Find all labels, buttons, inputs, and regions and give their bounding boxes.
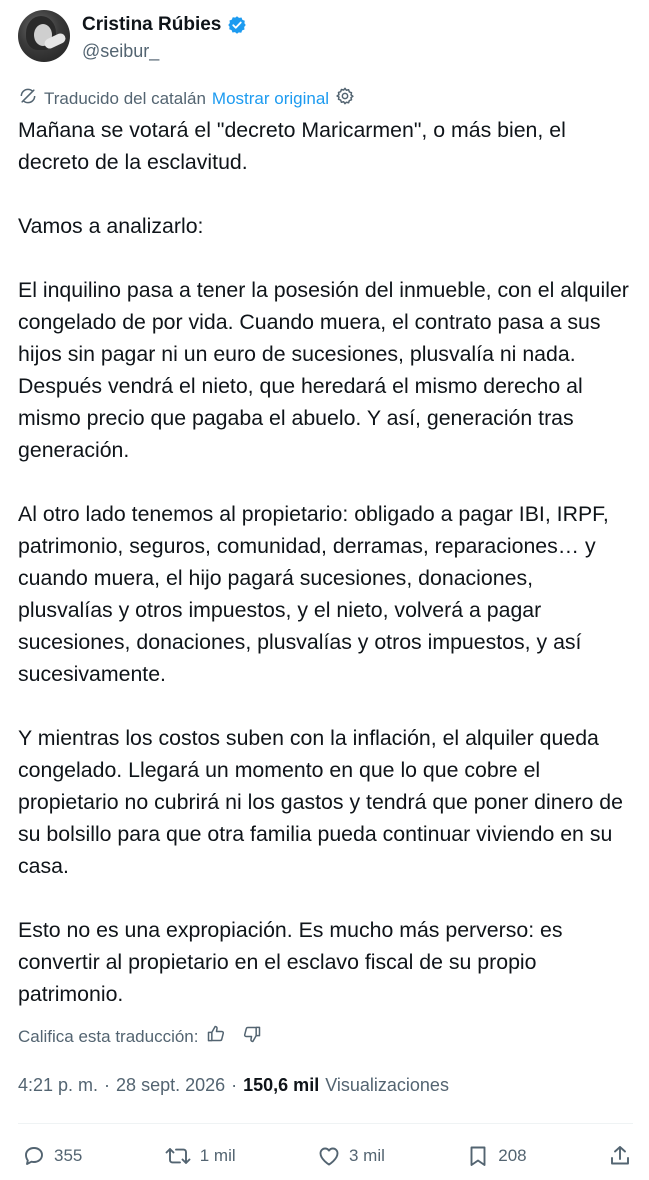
translate-icon	[18, 86, 38, 111]
author-display-name[interactable]: Cristina Rúbies	[82, 14, 222, 35]
repost-icon	[164, 1144, 192, 1168]
verified-badge-icon[interactable]	[227, 15, 247, 35]
like-button[interactable]	[317, 1144, 385, 1168]
bookmark-icon	[466, 1144, 490, 1168]
rate-translation	[18, 1024, 262, 1049]
repost-count: 1 mil	[199, 1146, 236, 1165]
reply-icon	[22, 1144, 46, 1168]
like-icon	[317, 1144, 341, 1168]
tweet-paragraph: El inquilino pasa a tener la posesión del inmueble, con el alquiler congelado de por vida. Cuando muera, el contrato pasa a sus hijos sin pagar ni un euro de sucesiones, plusvalía ni nada. Después vendrá el nieto, que heredará el mismo derecho al mismo precio que pagaba el abuelo. Y así, generación tras generación.	[18, 278, 629, 462]
meta-separator: ·	[104, 1075, 111, 1095]
tweet-text	[18, 114, 630, 1010]
views-label: Visualizaciones	[325, 1075, 449, 1095]
show-original-link[interactable]: Mostrar original	[211, 88, 330, 108]
tweet-header	[18, 10, 618, 64]
repost-button[interactable]	[164, 1144, 236, 1168]
action-bar	[22, 1140, 632, 1172]
bookmark-count: 208	[498, 1146, 527, 1165]
rate-translation-label: Califica esta traducción:	[18, 1026, 199, 1046]
avatar[interactable]	[18, 10, 70, 62]
reply-count: 355	[54, 1146, 83, 1165]
share-icon	[608, 1144, 632, 1168]
tweet-date[interactable]: 28 sept. 2026	[116, 1075, 226, 1095]
tweet-paragraph: Y mientras los costos suben con la inflación, el alquiler queda congelado. Llegará un momento en que lo que cobre el propietario no cubrirá ni los gastos y tendrá que poner dinero de su bolsillo para que otra familia pueda continuar viviendo en su casa.	[18, 726, 623, 878]
tweet-paragraph: Esto no es una expropiación. Es mucho más perverso: es convertir al propietario en el esclavo fiscal de su propio patrimonio.	[18, 918, 563, 1006]
thumbs-up-icon[interactable]	[206, 1024, 226, 1049]
divider	[18, 1123, 633, 1124]
tweet-paragraph: Mañana se votará el "decreto Maricarmen", o más bien, el decreto de la esclavitud.	[18, 118, 566, 174]
translation-notice	[18, 86, 355, 111]
reply-button[interactable]	[22, 1144, 82, 1168]
bookmark-button[interactable]	[466, 1144, 526, 1168]
views-count: 150,6 mil	[243, 1075, 320, 1095]
like-count: 3 mil	[349, 1146, 385, 1165]
meta-separator: ·	[231, 1075, 238, 1095]
author-name-row	[82, 14, 247, 36]
translation-label: Traducido del catalán	[44, 88, 206, 108]
thumbs-down-icon[interactable]	[242, 1024, 262, 1049]
tweet-meta	[18, 1075, 449, 1096]
gear-icon[interactable]	[335, 86, 355, 111]
tweet-time[interactable]: 4:21 p. m.	[18, 1075, 99, 1095]
share-button[interactable]	[608, 1144, 632, 1168]
author-handle[interactable]: @seibur_	[82, 41, 160, 61]
tweet-paragraph: Vamos a analizarlo:	[18, 214, 204, 238]
tweet-paragraph: Al otro lado tenemos al propietario: obligado a pagar IBI, IRPF, patrimonio, seguros, comunidad, derramas, reparaciones… y cuando muera, el hijo pagará sucesiones, donaciones, plusvalías y otros impuestos, y el nieto, volverá a pagar sucesiones, donaciones, plusvalías y otros impuestos, y así sucesivamente.	[18, 502, 609, 686]
